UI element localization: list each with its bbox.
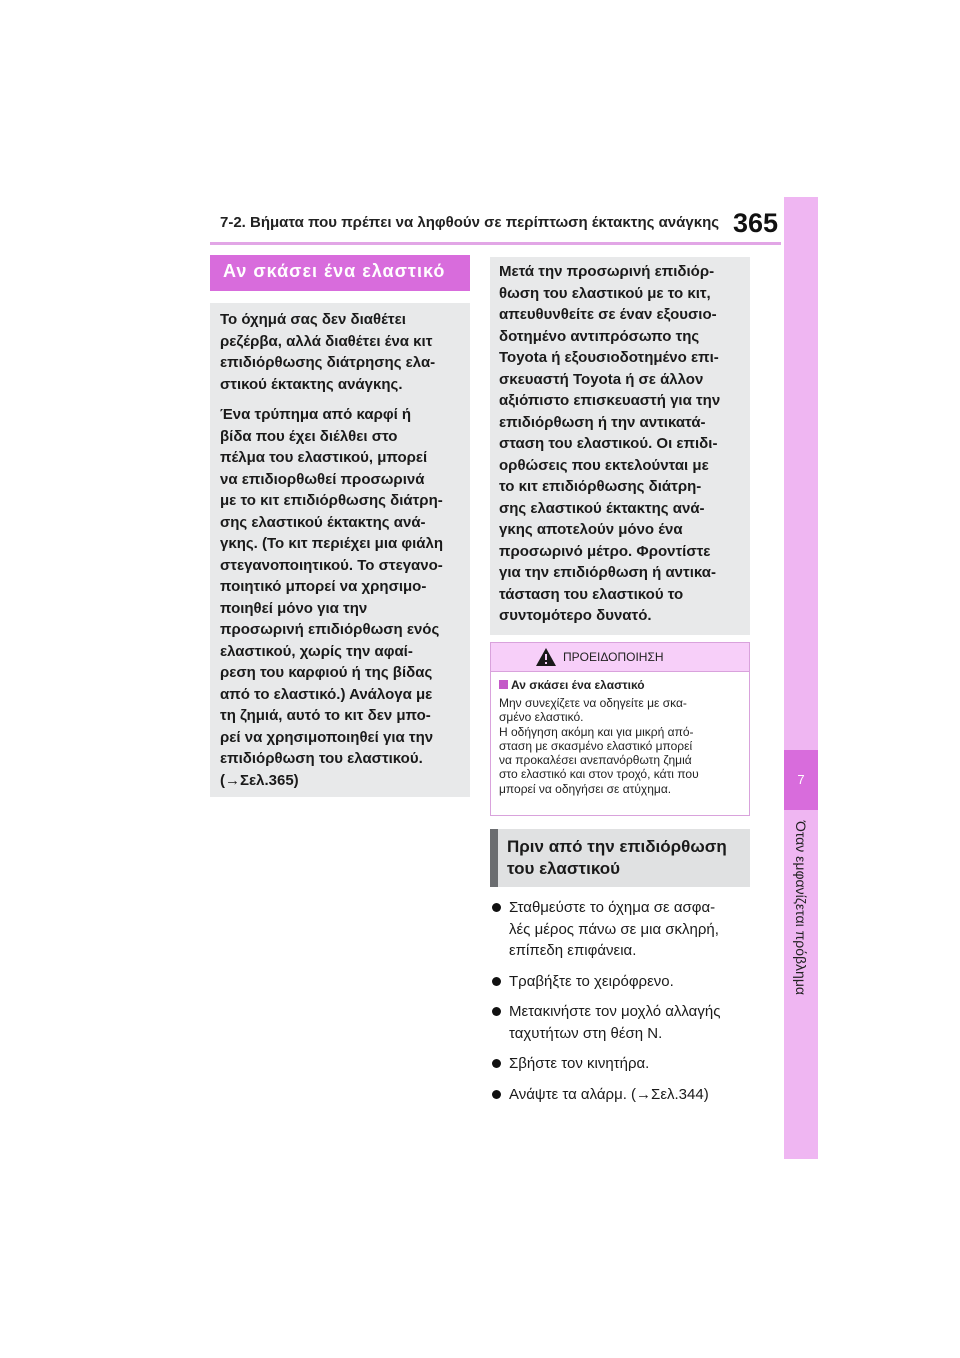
text-line: δοτημένο αντιπρόσωπο της	[499, 327, 700, 345]
text-line: επιδιόρθωση ή την αντικατά-	[499, 413, 706, 431]
text-line: Η οδήγηση ακόμη και για μικρή από-	[499, 724, 694, 739]
heading-line: του ελαστικού	[507, 859, 621, 878]
text-line: ρεση του καρφιού ή της βίδας	[220, 664, 433, 681]
text-line: μπορεί να οδηγήσει σε ατύχημα.	[499, 781, 672, 796]
warning-title: ΠΡΟΕΙΔΟΠΟΙΗΣΗ	[563, 650, 664, 664]
text-line: Σβήστε τον κινητήρα.	[509, 1055, 650, 1072]
bullet-dot-icon	[492, 903, 501, 912]
text-line: στεγανοποιητικού. Το στεγανο-	[220, 556, 443, 574]
text-line: με το κιτ επιδιόρθωσης διάτρη-	[220, 492, 443, 509]
text-line: τη ζημιά, αυτό το κιτ δεν μπο-	[220, 707, 431, 724]
text-line: Τραβήξτε το χειρόφρενο.	[509, 972, 674, 990]
bullet-dot-icon	[492, 1007, 501, 1016]
text-line: να προκαλέσει ανεπανόρθωτη ζημιά	[499, 753, 692, 768]
text-line: ελαστικού, χωρίς την αφαί-	[220, 642, 413, 660]
warning-header	[491, 643, 749, 672]
page-number: 365	[733, 208, 779, 238]
page-reference[interactable]	[220, 770, 460, 792]
text-line: από το ελαστικό.) Ανάλογα με	[220, 685, 433, 703]
text-line: το κιτ επιδιόρθωσης διάτρη-	[499, 478, 702, 495]
text-line: πέλμα του ελαστικού, μπορεί	[220, 449, 428, 466]
heading-line: Πριν από την επιδιόρθωση	[507, 837, 727, 856]
text-line: απευθυνθείτε σε έναν εξουσιο-	[499, 306, 717, 323]
square-bullet-icon	[499, 680, 508, 689]
chapter-side-tab	[784, 197, 818, 1159]
text-line: σης ελαστικού έκτακτης ανά-	[220, 513, 426, 531]
list-item	[490, 1001, 750, 1044]
text-line: ρεζέρβα, αλλά διαθέτει ένα κιτ	[220, 332, 433, 350]
intro-paragraph-2	[220, 404, 460, 791]
text-line: να επιδιορθωθεί προσωρινά	[220, 470, 425, 488]
list-item	[490, 897, 750, 962]
section-heading-flat-tire: Αν σκάσει ένα ελαστικό	[210, 255, 470, 291]
text-line: σταση με σκασμένο ελαστικό μπορεί	[499, 738, 693, 753]
warning-subtitle	[499, 678, 645, 692]
text-line: Ένα τρύπημα από καρφί ή	[220, 406, 412, 423]
chapter-label: Όταν εμφανίζεται πρόβλημα	[793, 821, 809, 995]
warning-box	[490, 642, 750, 816]
text-line: αξιόπιστο επισκευαστή για την	[499, 392, 721, 409]
warning-text	[499, 696, 699, 796]
after-repair-paragraph	[499, 261, 742, 627]
text-line: επίπεδη επιφάνεια.	[509, 942, 637, 959]
text-line: ρεί να χρησιμοποιηθεί για την	[220, 728, 434, 746]
list-item	[490, 1053, 750, 1075]
running-header: 7-2. Βήματα που πρέπει να ληφθούν σε περίπτωση έκτακτης ανάγκης	[220, 214, 720, 231]
text-line: στο ελαστικό και στον τροχό, κάτι που	[499, 767, 699, 782]
intro-paragraph-1	[220, 309, 460, 395]
reference-arrow-icon: →	[225, 771, 240, 789]
header-divider	[210, 242, 781, 245]
text-line: βίδα που έχει διέλθει στο	[220, 427, 398, 445]
text-line: ποιηθεί μόνο για την	[220, 599, 368, 617]
text-line: λές μέρος πάνω σε μια σκληρή,	[509, 920, 719, 938]
text-line: επιδιόρθωση του ελαστικού.	[220, 750, 423, 767]
list-item	[490, 971, 750, 993]
preparation-steps-list	[490, 897, 750, 1114]
bullet-dot-icon	[492, 1059, 501, 1068]
text-line: στικού έκτακτης ανάγκης.	[220, 375, 403, 393]
list-item[interactable]	[490, 1084, 750, 1106]
chapter-number: 7	[797, 772, 805, 787]
text-line: Το όχημά σας δεν διαθέτει	[220, 311, 406, 328]
text-line: συντομότερο δυνατό.	[499, 607, 652, 624]
reference-text: Σελ.365)	[240, 771, 299, 789]
bullet-dot-icon	[492, 977, 501, 986]
text-line: επιδιόρθωσης διάτρησης ελα-	[220, 354, 436, 371]
text-line: Μην συνεχίζετε να οδηγείτε με σκα-	[499, 696, 687, 710]
text-line: Μετά την προσωρινή επιδιόρ-	[499, 263, 715, 280]
text-line: Σταθμεύστε το όχημα σε ασφα-	[509, 899, 716, 916]
after-repair-box	[490, 257, 750, 635]
text-line: Ανάψτε τα αλάρμ. (→Σελ.344)	[509, 1085, 709, 1103]
text-line: θωση του ελαστικού με το κιτ,	[499, 284, 711, 302]
warning-triangle-icon	[535, 647, 557, 667]
warning-subtitle-text: Αν σκάσει ένα ελαστικό	[511, 678, 645, 692]
text-line: σης ελαστικού έκτακτης ανά-	[499, 499, 705, 517]
text-line: σμένο ελαστικό.	[499, 710, 584, 725]
text-line: ποιητικό μπορεί να χρησιμο-	[220, 578, 427, 595]
text-line: προσωρινή επιδιόρθωση ενός	[220, 621, 440, 638]
text-line: Toyota ή εξουσιοδοτημένο επι-	[499, 349, 719, 366]
bullet-dot-icon	[492, 1090, 501, 1099]
text-line: προσωρινό μέτρο. Φροντίστε	[499, 542, 711, 560]
text-line: ορθώσεις που εκτελούνται με	[499, 456, 709, 474]
text-line: ταχυτήτων στη θέση N.	[509, 1024, 663, 1042]
text-line: σταση του ελαστικού. Οι επιδι-	[499, 435, 718, 452]
intro-box	[210, 303, 470, 797]
text-line: τάσταση του ελαστικού το	[499, 585, 684, 603]
paren-open: (	[220, 771, 225, 789]
text-line: σκευαστή Toyota ή σε άλλον	[499, 370, 704, 388]
text-line: γκης. (Το κιτ περιέχει μια φιάλη	[220, 535, 444, 552]
section-heading-before-repair	[490, 829, 750, 887]
text-line: γκης αποτελούν μόνο ένα	[499, 521, 683, 538]
text-line: Μετακινήστε τον μοχλό αλλαγής	[509, 1003, 721, 1020]
text-line: για την επιδιόρθωση ή αντικα-	[499, 564, 716, 581]
